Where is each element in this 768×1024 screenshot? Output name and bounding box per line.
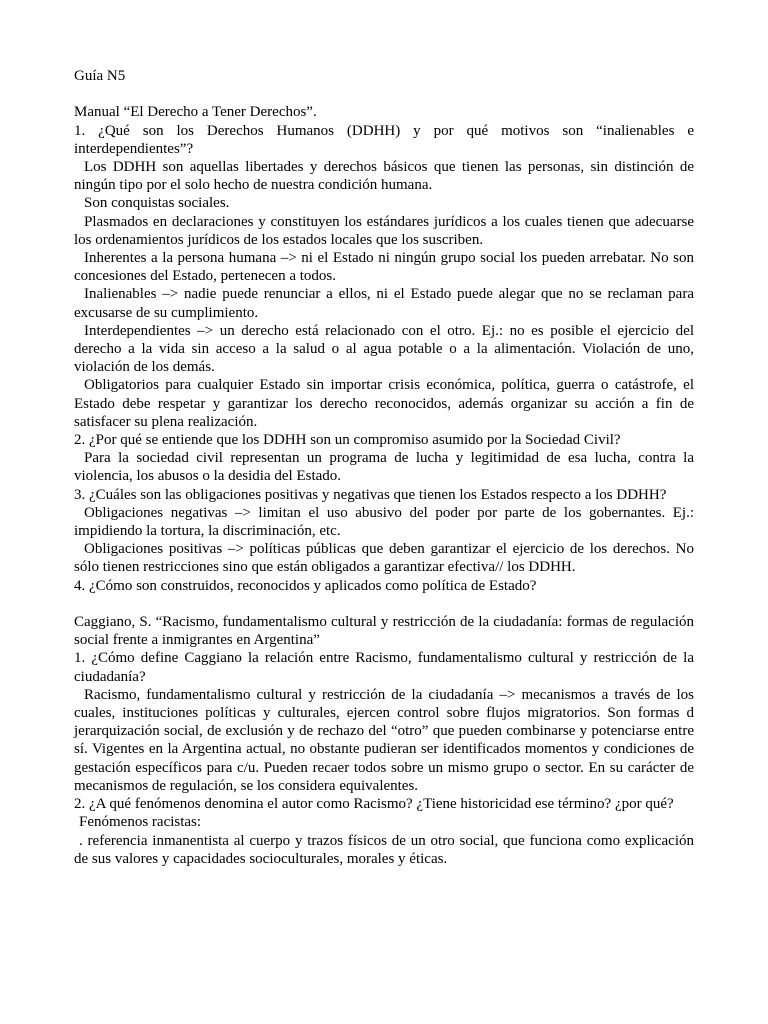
answer-paragraph: Para la sociedad civil representan un programa de lucha y legitimidad de esa lucha, contra la violencia, los abusos o la desidia del Estado. xyxy=(74,450,694,485)
answer-paragraph: Obligatorios para cualquier Estado sin importar crisis económica, política, guerra o catástrofe, el Estado debe respetar y garantizar los derecho reconocidos, además organizar su acción a fin de satisfacer su plena realización. xyxy=(74,377,694,430)
question-2: 2. ¿Por qué se entiende que los DDHH son un compromiso asumido por la Sociedad Civil? xyxy=(74,432,621,449)
answer-paragraph: Fenómenos racistas: xyxy=(79,814,202,831)
question-3: 3. ¿Cuáles son las obligaciones positivas y negativas que tienen los Estados respecto a los DDHH? xyxy=(74,486,667,503)
answer-paragraph: Los DDHH son aquellas libertades y derechos básicos que tienen las personas, sin distinción de ningún tipo por el solo hecho de nuestra condición humana. xyxy=(74,159,694,194)
answer-paragraph: Interdependientes –> un derecho está relacionado con el otro. Ej.: no es posible el ejercicio del derecho a la vida sin acceso a la salud o al agua potable o a la alimentación. Violación de uno, violación de los demás. xyxy=(74,322,694,376)
answer-paragraph: Obligaciones negativas –> limitan el uso abusivo del poder por parte de los gobernantes. Ej.: impidiendo la tortura, la discriminación, etc. xyxy=(74,504,694,540)
answer-paragraph: Inherentes a la persona humana –> ni el Estado ni ningún grupo social los pueden arrebatar. No son concesiones del Estado, pertenecen a todos. xyxy=(74,250,694,285)
answer-paragraph: Plasmados en declaraciones y constituyen los estándares jurídicos a los cuales tienen que adecuarse los ordenamientos jurídicos de los estados locales que los suscriben. xyxy=(74,213,694,248)
answer-paragraph: . referencia inmanentista al cuerpo y trazos físicos de un otro social, que funciona como explicación de sus valores y capacidades socioculturales, morales y éticas. xyxy=(74,832,694,867)
question-4: 4. ¿Cómo son construidos, reconocidos y aplicados como política de Estado? xyxy=(74,577,537,594)
section-heading: Caggiano, S. “Racismo, fundamentalismo cultural y restricción de la ciudadanía: formas de regulación social frente a inmigrantes en Argentina” xyxy=(74,614,694,649)
answer-paragraph: Inalienables –> nadie puede renunciar a ellos, ni el Estado puede alegar que no se reclaman para excusarse de su cumplimiento. xyxy=(74,286,694,321)
blank-line xyxy=(74,85,694,103)
section-heading: Manual “El Derecho a Tener Derechos”. xyxy=(74,104,317,121)
question-1: 1. ¿Cómo define Caggiano la relación entre Racismo, fundamentalismo cultural y restricción de la ciudadanía? xyxy=(74,650,694,685)
question-1: 1. ¿Qué son los Derechos Humanos (DDHH) y por qué motivos son “inalienables e interdependientes”? xyxy=(74,122,694,157)
question-2: 2. ¿A qué fenómenos denomina el autor como Racismo? ¿Tiene historicidad ese término? ¿por qué? xyxy=(74,796,674,813)
blank-line xyxy=(74,595,694,613)
document-page xyxy=(74,67,694,868)
answer-paragraph: Racismo, fundamentalismo cultural y restricción de la ciudadanía –> mecanismos a través de los cuales, instituciones políticas y culturales, ejercen control sobre flujos migratorios. Son formas d jerarquización social, de exclusión y de rechazo del “otro” que pueden combinarse y potenciarse entre sí. Vigentes en la Argentina actual, no obstante pudieran ser identificados momentos y condiciones de gestación específicos para c/u. Pueden recaer todos sobre un mismo grupo o sector. En su carácter de mecanismos de regulación, se los considera equivalentes. xyxy=(74,686,694,794)
doc-title: Guía N5 xyxy=(74,68,126,84)
answer-paragraph: Son conquistas sociales. xyxy=(84,195,230,212)
answer-paragraph: Obligaciones positivas –> políticas públicas que deben garantizar el ejercicio de los derechos. No sólo tienen restricciones sino que están obligados a garantizar efectiva// los DDHH. xyxy=(74,541,694,576)
